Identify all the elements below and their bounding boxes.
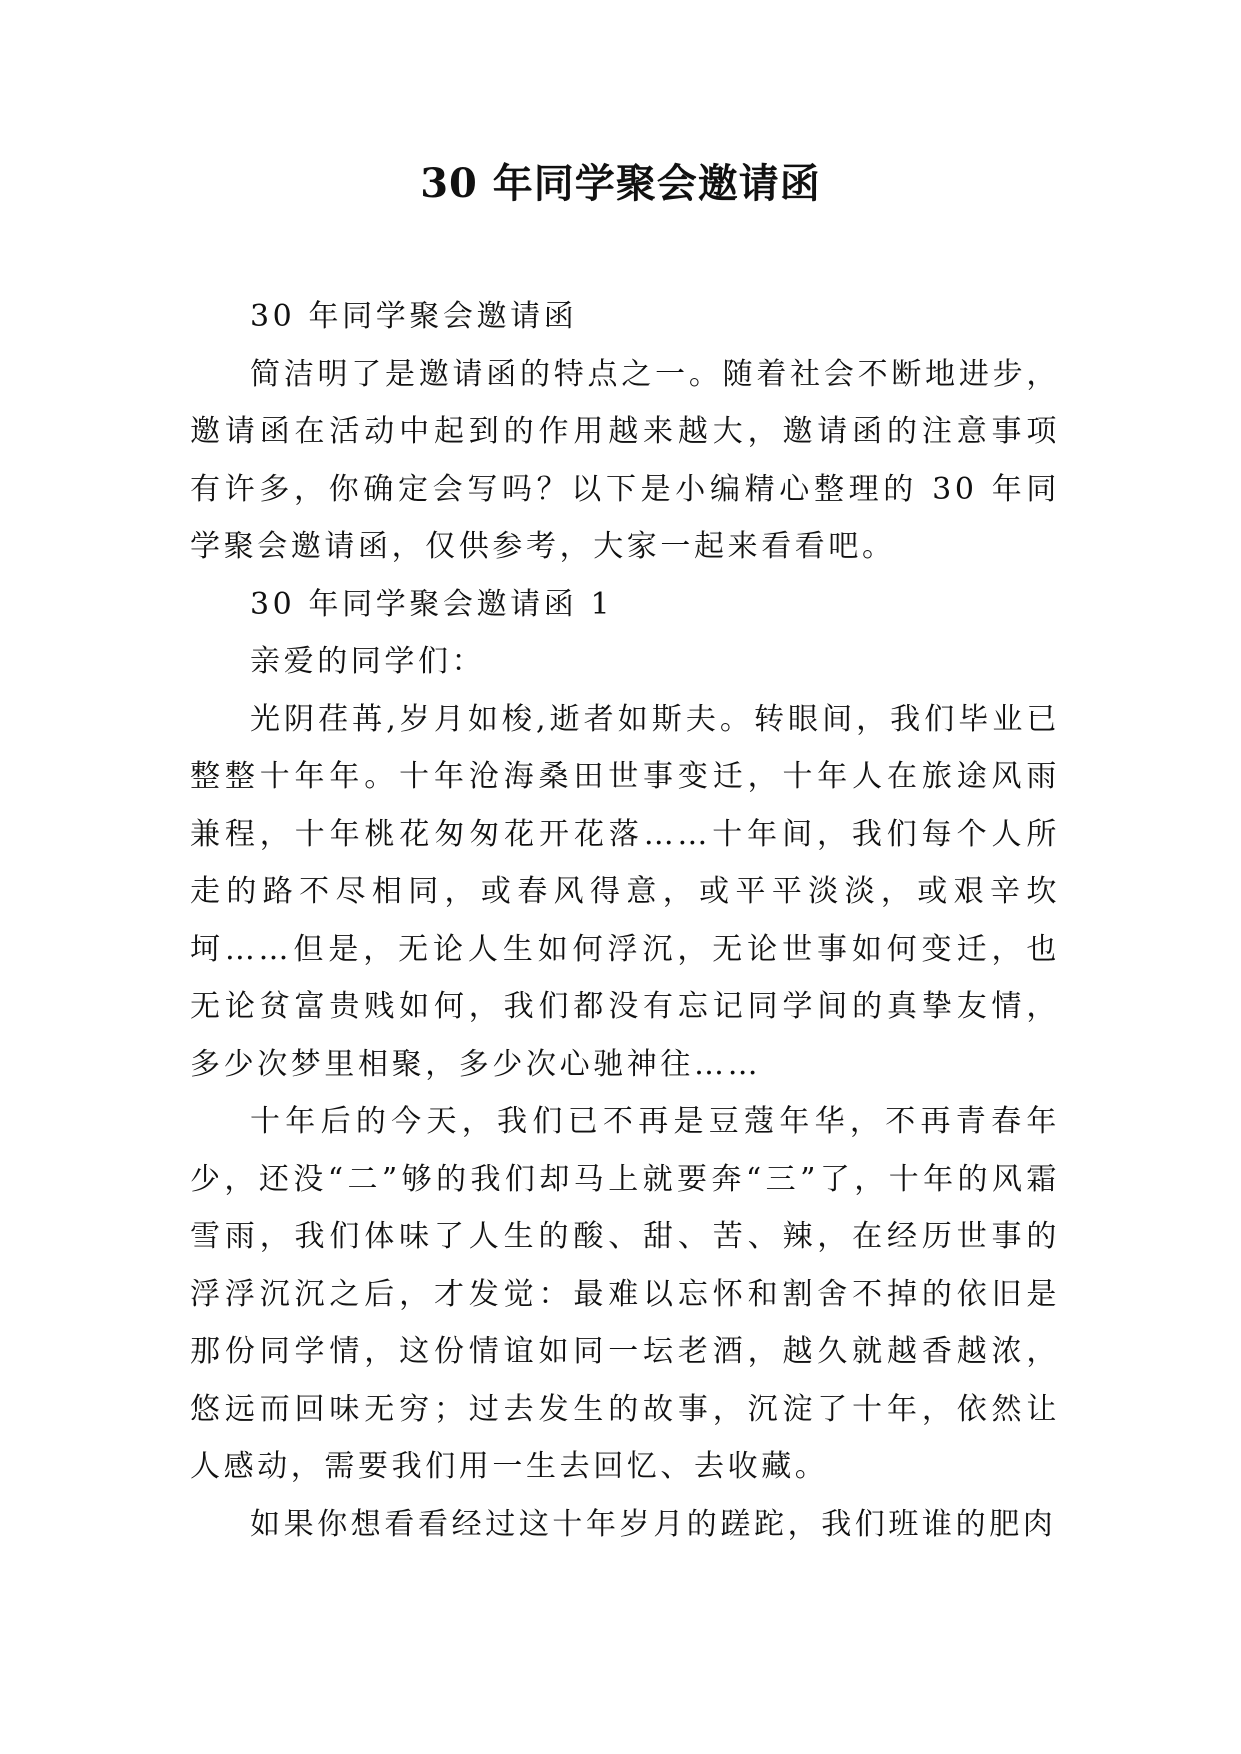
intro-paragraph: 简洁明了是邀请函的特点之一。随着社会不断地进步，邀请函在活动中起到的作用越来越大，邀请函的注意事项有许多，你确定会写吗？以下是小编精心整理的 30 年同学聚会邀请函，仅供参考，大家一起来看看吧。 [190, 356, 1060, 564]
salutation: 亲爱的同学们： [250, 644, 486, 679]
subtitle-paragraph: 30 年同学聚会邀请函 [250, 299, 578, 334]
body-paragraph-3: 如果你想看看经过这十年岁月的蹉跎，我们班谁的肥肉 [250, 1506, 1057, 1542]
document-body [190, 288, 1060, 1553]
section-heading: 30 年同学聚会邀请函 1 [250, 586, 614, 622]
body-paragraph-1: 光阴荏苒,岁月如梭,逝者如斯夫。转眼间，我们毕业已整整十年年。十年沧海桑田世事变迁，十年人在旅途风雨兼程，十年桃花匆匆花开花落……十年间，我们每个人所走的路不尽相同，或春风得意，或平平淡淡，或艰辛坎坷……但是，无论人生如何浮沉，无论世事如何变迁，也无论贫富贵贱如何，我们都没有忘记同学间的真挚友情，多少次梦里相聚，多少次心驰神往…… [190, 701, 1060, 1082]
document-title: 30 年同学聚会邀请函 [420, 160, 821, 207]
body-paragraph-2: 十年后的今天，我们已不再是豆蔻年华，不再青春年少，还没“二”够的我们却马上就要奔“三”了，十年的风霜雪雨，我们体味了人生的酸、甜、苦、辣，在经历世事的浮浮沉沉之后，才发觉：最难以忘怀和割舍不掉的依旧是那份同学情，这份情谊如同一坛老酒，越久就越香越浓，悠远而回味无穷；过去发生的故事，沉淀了十年，依然让人感动，需要我们用一生去回忆、去收藏。 [190, 1104, 1060, 1484]
